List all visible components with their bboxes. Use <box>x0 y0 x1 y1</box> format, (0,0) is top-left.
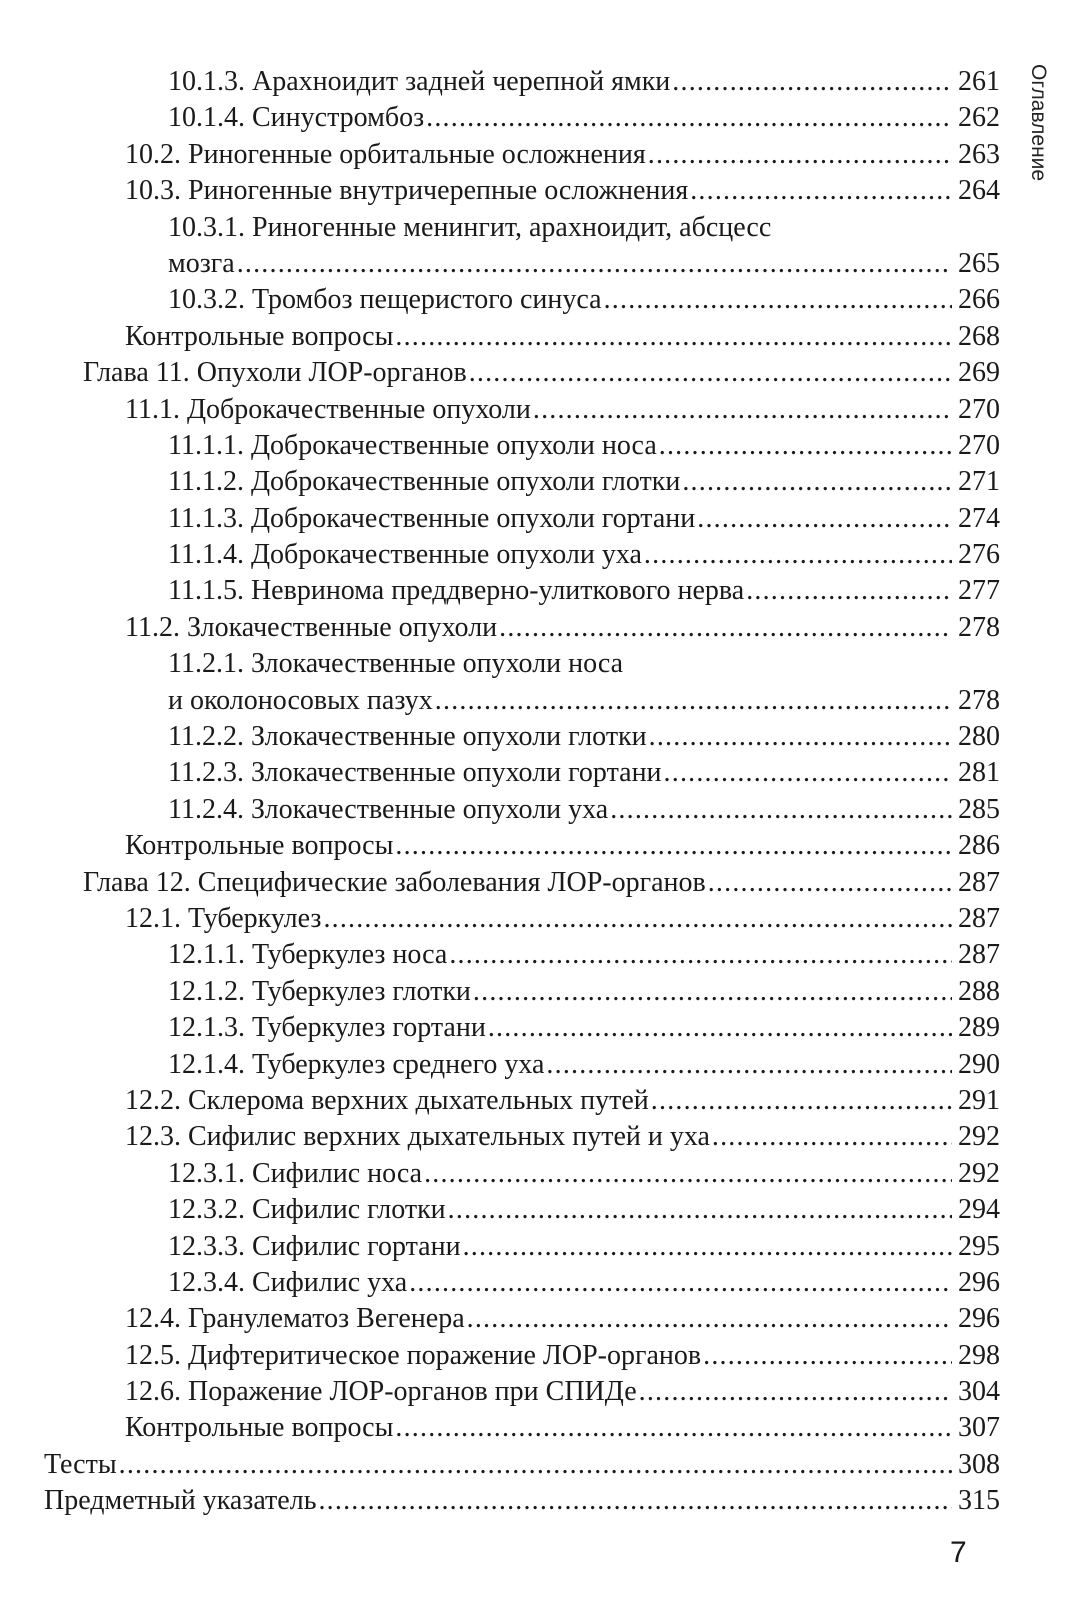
dot-leader <box>395 1410 952 1446</box>
dot-leader <box>644 537 952 573</box>
dot-leader <box>435 683 952 719</box>
toc-entry-content <box>44 1483 1000 1519</box>
dot-leader <box>610 792 952 828</box>
dot-leader <box>473 974 952 1010</box>
toc-entry-title: 10.3.2. Тромбоз пещеристого синуса <box>168 284 602 316</box>
toc-entry-content <box>168 1156 1000 1192</box>
toc-entry-title: 12.1.3. Туберкулез гортани <box>168 1012 486 1044</box>
toc-entry <box>0 1083 1082 1119</box>
toc-page-number: 287 <box>958 902 1000 934</box>
toc-page-number: 296 <box>958 1266 1000 1298</box>
toc-page-number: 291 <box>958 1084 1000 1116</box>
toc-entry-content <box>168 282 1000 318</box>
toc-entry <box>0 1229 1082 1265</box>
dot-leader <box>708 865 952 901</box>
toc-page-number: 294 <box>958 1194 1000 1226</box>
dot-leader <box>499 610 952 646</box>
dot-leader <box>488 1010 952 1046</box>
toc-entry-content <box>168 100 1000 136</box>
toc-entry-content <box>125 319 1000 355</box>
toc-entry-title: 10.3. Риногенные внутричерепные осложнения <box>125 175 689 207</box>
toc-page-number: 276 <box>958 539 1000 571</box>
toc-entry-title: 11.2.3. Злокачественные опухоли гортани <box>168 757 662 789</box>
toc-entry <box>0 1447 1082 1483</box>
toc-entry-content <box>168 246 1000 282</box>
toc-entry-line <box>0 210 1082 246</box>
dot-leader <box>237 246 952 282</box>
toc-entry <box>0 537 1082 573</box>
toc-entry-content <box>168 755 1000 791</box>
toc-entry <box>0 755 1082 791</box>
dot-leader <box>533 392 952 428</box>
toc-entry-title: 12.5. Дифтеритическое поражение ЛОР-органов <box>125 1339 702 1371</box>
toc-page-number: 264 <box>958 175 1000 207</box>
dot-leader <box>424 1156 952 1192</box>
toc-entry-content <box>168 1047 1000 1083</box>
toc-entry <box>0 1010 1082 1046</box>
toc-entry-title: 10.3.1. Риногенные менингит, арахноидит, абсцесс <box>168 211 772 243</box>
toc-entry <box>0 501 1082 537</box>
toc-entry <box>0 1483 1082 1519</box>
toc-entry-title: 11.1.3. Доброкачественные опухоли гортани <box>168 502 696 534</box>
toc-entry <box>0 355 1082 391</box>
toc-entry-title: 11.1.4. Доброкачественные опухоли уха <box>168 539 642 571</box>
toc-entry-content <box>83 355 1000 391</box>
dot-leader <box>323 901 952 937</box>
toc-page-number: 287 <box>958 866 1000 898</box>
toc-entry <box>0 573 1082 609</box>
toc-page-number: 290 <box>958 1048 1000 1080</box>
toc-entry-content <box>125 392 1000 428</box>
toc-entry-content <box>83 865 1000 901</box>
toc-entry <box>0 246 1082 282</box>
toc-entry-title: 12.3.4. Сифилис уха <box>168 1266 408 1298</box>
toc-page-number: 263 <box>958 138 1000 170</box>
toc-page-number: 271 <box>958 466 1000 498</box>
dot-leader <box>648 137 952 173</box>
toc-entry-title: Предметный указатель <box>44 1485 317 1517</box>
toc-page-number: 287 <box>958 939 1000 971</box>
toc-entry-title-continuation: мозга <box>168 247 235 279</box>
toc-entry <box>0 428 1082 464</box>
toc-entry-title: 12.1.1. Туберкулез носа <box>168 939 448 971</box>
toc-entry <box>0 1192 1082 1228</box>
toc-entry <box>0 828 1082 864</box>
toc-page-number: 270 <box>958 429 1000 461</box>
toc-page-number: 307 <box>958 1412 1000 1444</box>
toc-entry-title: 12.1.2. Туберкулез глотки <box>168 975 471 1007</box>
toc-entry-content <box>168 719 1000 755</box>
toc-page-number: 265 <box>958 247 1000 279</box>
toc-page-number: 315 <box>958 1485 1000 1517</box>
toc-entry-title: Контрольные вопросы <box>125 320 394 352</box>
toc-entry-content <box>125 1301 1000 1337</box>
toc-entry-title: Глава 11. Опухоли ЛОР-органов <box>83 357 467 389</box>
dot-leader <box>426 100 952 136</box>
toc-entry <box>0 64 1082 100</box>
toc-entry <box>0 719 1082 755</box>
toc-entry-title: 12.3.2. Сифилис глотки <box>168 1194 446 1226</box>
toc-entry-content <box>168 1229 1000 1265</box>
toc-entry <box>0 1265 1082 1301</box>
toc-entry-title: 11.1. Доброкачественные опухоли <box>125 393 531 425</box>
dot-leader <box>469 355 952 391</box>
toc-entry-title: 12.2. Склерома верхних дыхательных путей <box>125 1084 649 1116</box>
dot-leader <box>664 755 952 791</box>
toc-entry-title: 11.1.5. Невринома преддверно-улиткового нерва <box>168 575 745 607</box>
dot-leader <box>119 1447 952 1483</box>
dot-leader <box>703 1338 952 1374</box>
toc-entry-title: 10.2. Риногенные орбитальные осложнения <box>125 138 646 170</box>
toc-entry-content <box>168 64 1000 100</box>
dot-leader <box>712 1119 952 1155</box>
toc-entry <box>0 1119 1082 1155</box>
toc-entry-title: Тесты <box>44 1448 117 1480</box>
toc-entry <box>0 865 1082 901</box>
toc-page-number: 281 <box>958 757 1000 789</box>
toc-entry-content <box>125 901 1000 937</box>
toc-entry-content <box>125 137 1000 173</box>
toc-entry <box>0 282 1082 318</box>
dot-leader <box>697 501 952 537</box>
toc-entry <box>0 464 1082 500</box>
toc-entry <box>0 1338 1082 1374</box>
toc-page-number: 295 <box>958 1230 1000 1262</box>
toc-entry-content <box>125 1338 1000 1374</box>
toc-entry-content <box>168 573 1000 609</box>
toc-page-number: 285 <box>958 793 1000 825</box>
toc-entry-content <box>168 464 1000 500</box>
toc-entry-title: 11.2.4. Злокачественные опухоли уха <box>168 793 609 825</box>
toc-entry-title: Глава 12. Специфические заболевания ЛОР-органов <box>83 866 706 898</box>
toc-page-number: 261 <box>958 66 1000 97</box>
running-header-label: Оглавление <box>1027 64 1050 182</box>
toc-entry-content <box>125 828 1000 864</box>
toc-entry-content <box>168 974 1000 1010</box>
toc-entry <box>0 901 1082 937</box>
toc-entry <box>0 319 1082 355</box>
toc-page-number: 278 <box>958 611 1000 643</box>
toc-entry-title: Контрольные вопросы <box>125 830 394 862</box>
dot-leader <box>651 1083 952 1119</box>
toc-entry <box>0 937 1082 973</box>
toc-entry-content <box>168 1192 1000 1228</box>
toc-page-number: 304 <box>958 1376 1000 1408</box>
toc-entry <box>0 1374 1082 1410</box>
toc-entry-content <box>168 1265 1000 1301</box>
toc-page-number: 270 <box>958 393 1000 425</box>
toc-entry-title: 11.2.2. Злокачественные опухоли глотки <box>168 721 647 753</box>
toc-entry <box>0 683 1082 719</box>
toc-entry-title: Контрольные вопросы <box>125 1412 394 1444</box>
toc-page-number: 292 <box>958 1121 1000 1153</box>
toc-entry-content <box>168 537 1000 573</box>
page-number: 7 <box>950 1536 967 1569</box>
toc-entry <box>0 792 1082 828</box>
dot-leader <box>546 1047 952 1083</box>
toc-entry-content <box>168 937 1000 973</box>
toc-page-number: 296 <box>958 1303 1000 1335</box>
toc-entry <box>0 137 1082 173</box>
toc-entry-title: 10.1.4. Синустромбоз <box>168 102 425 134</box>
toc-entry <box>0 610 1082 646</box>
dot-leader <box>672 64 952 100</box>
dot-leader <box>395 828 952 864</box>
dot-leader <box>463 1229 952 1265</box>
toc-entry <box>0 1301 1082 1337</box>
toc-page-number: 289 <box>958 1012 1000 1044</box>
toc-page-number: 308 <box>958 1448 1000 1480</box>
toc-page-number: 286 <box>958 830 1000 862</box>
toc-entry <box>0 1410 1082 1446</box>
toc-entry-content <box>44 1447 1000 1483</box>
toc-entry-content <box>125 1374 1000 1410</box>
dot-leader <box>659 428 952 464</box>
toc-entry-title: 11.2. Злокачественные опухоли <box>125 611 498 643</box>
toc-entry-content <box>125 1410 1000 1446</box>
toc-entry <box>0 1047 1082 1083</box>
toc-entry-title: 11.2.1. Злокачественные опухоли носа <box>168 648 624 680</box>
dot-leader <box>448 1192 952 1228</box>
toc-page-number: 277 <box>958 575 1000 607</box>
toc-page-number: 262 <box>958 102 1000 134</box>
toc-page-number: 268 <box>958 320 1000 352</box>
toc-entry-title: 12.3.3. Сифилис гортани <box>168 1230 461 1262</box>
toc-entry-title: 10.1.3. Арахноидит задней черепной ямки <box>168 66 671 97</box>
dot-leader <box>682 464 952 500</box>
toc-page-number: 292 <box>958 1157 1000 1189</box>
dot-leader <box>395 319 952 355</box>
toc-entry <box>0 173 1082 209</box>
toc-entry <box>0 974 1082 1010</box>
toc-entry-content <box>168 1010 1000 1046</box>
toc-page-number: 280 <box>958 721 1000 753</box>
toc-entry-title: 12.6. Поражение ЛОР-органов при СПИДе <box>125 1376 637 1408</box>
dot-leader <box>690 173 952 209</box>
toc-page-number: 266 <box>958 284 1000 316</box>
toc-entry <box>0 392 1082 428</box>
dot-leader <box>318 1483 952 1519</box>
dot-leader <box>649 719 952 755</box>
toc-entry-title: 12.1. Туберкулез <box>125 902 322 934</box>
toc-entry-title: 11.1.1. Доброкачественные опухоли носа <box>168 429 657 461</box>
toc-page-number: 274 <box>958 502 1000 534</box>
toc-entry-line <box>0 646 1082 682</box>
toc-entry-content <box>168 683 1000 719</box>
toc-entry-title-continuation: и околоносовых пазух <box>168 684 433 716</box>
dot-leader <box>639 1374 952 1410</box>
dot-leader <box>467 1301 952 1337</box>
toc-entry-content <box>168 501 1000 537</box>
toc-entry-content <box>168 792 1000 828</box>
toc-entry <box>0 1156 1082 1192</box>
toc-page-number: 298 <box>958 1339 1000 1371</box>
dot-leader <box>409 1265 952 1301</box>
table-of-contents <box>0 64 1082 1520</box>
toc-entry-content <box>125 1083 1000 1119</box>
toc-page-number: 278 <box>958 684 1000 716</box>
dot-leader <box>746 573 952 609</box>
toc-entry-title: 12.4. Гранулематоз Вегенера <box>125 1303 465 1335</box>
toc-entry-title: 12.3. Сифилис верхних дыхательных путей и уха <box>125 1121 710 1153</box>
toc-entry-title: 12.1.4. Туберкулез среднего уха <box>168 1048 545 1080</box>
toc-entry-content <box>125 173 1000 209</box>
toc-page-number: 269 <box>958 357 1000 389</box>
dot-leader <box>449 937 952 973</box>
toc-entry-title: 11.1.2. Доброкачественные опухоли глотки <box>168 466 681 498</box>
toc-entry-title: 12.3.1. Сифилис носа <box>168 1157 423 1189</box>
toc-page-number: 288 <box>958 975 1000 1007</box>
dot-leader <box>604 282 952 318</box>
toc-entry-content <box>125 610 1000 646</box>
toc-entry-content <box>168 428 1000 464</box>
toc-entry-content <box>125 1119 1000 1155</box>
toc-entry <box>0 100 1082 136</box>
